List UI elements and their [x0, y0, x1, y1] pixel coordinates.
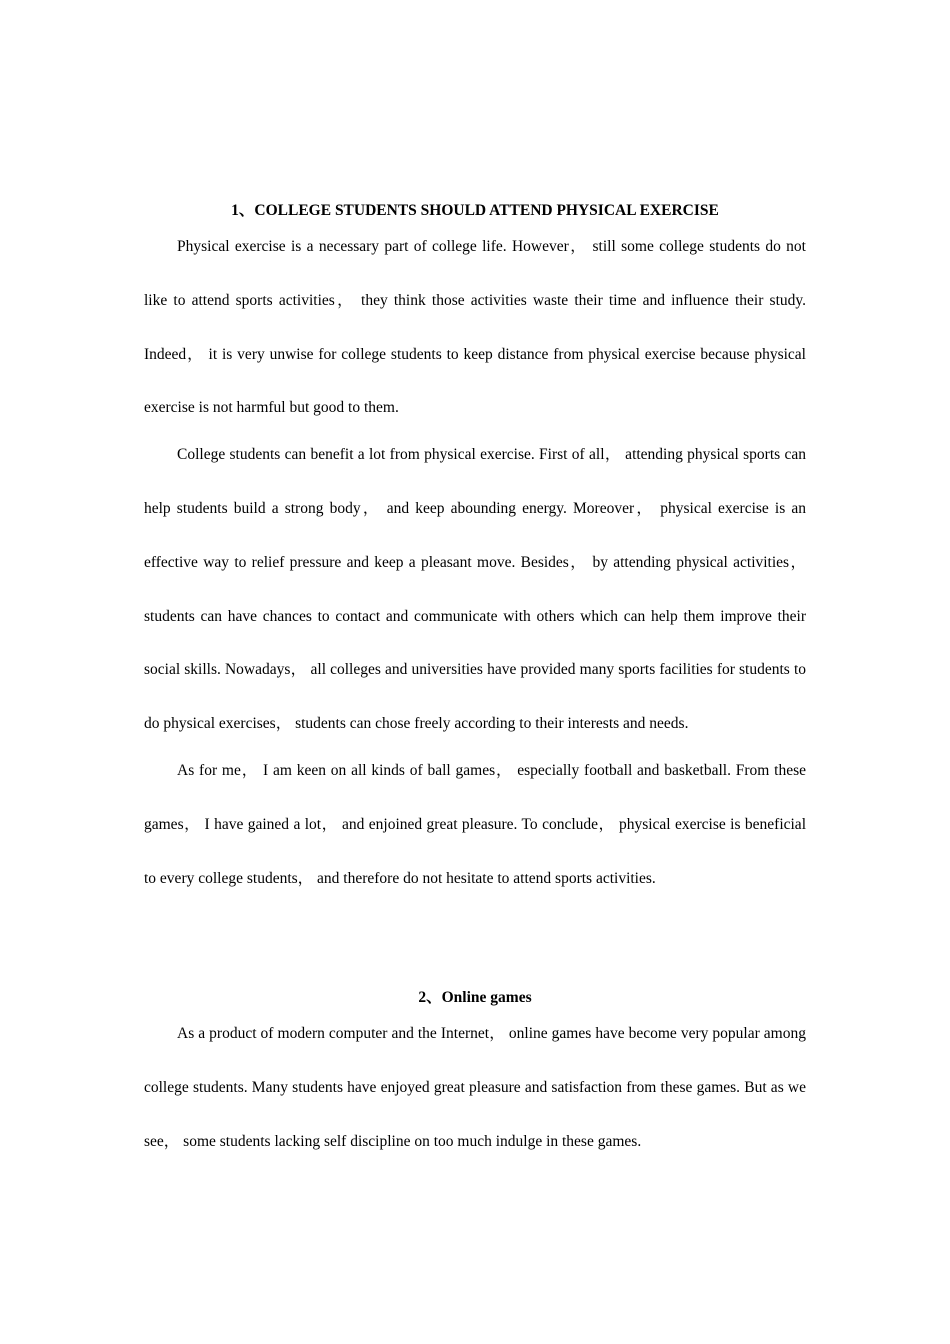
section-2-heading: 2、Online games: [418, 989, 532, 1007]
section-2-paragraph-1: As a product of modern computer and the Internet， online games have become very popular among college students. Many students have enjoyed great pleasure and satisfaction from these games. But as we see， some students lacking self discipline on too much indulge in these games.: [144, 1025, 806, 1150]
section-1-paragraph-2: College students can benefit a lot from physical exercise. First of all， attending physical sports can help students build a strong body， and keep abounding energy. Moreover， physical exercise is an effective way to relief pressure and keep a pleasant move. Besides， by attending physical activities， students can have chances to contact and communicate with others which can help them improve their social skills. Nowadays， all colleges and universities have provided many sports facilities for students to do physical exercises， students can chose freely according to their interests and needs.: [144, 446, 806, 733]
document-body: [144, 200, 806, 1178]
section-1-paragraph-3: As for me， I am keen on all kinds of ball games， especially football and basketball. From these games， I have gained a lot， and enjoined great pleasure. To conclude， physical exercise is beneficial to every college students， and therefore do not hesitate to attend sports activities.: [144, 761, 806, 887]
section-1-paragraph-1: Physical exercise is a necessary part of college life. However， still some college students do not like to attend sports activities， they think those activities waste their time and influence their study. Indeed， it is very unwise for college students to keep distance from physical exercise because physical exercise is not harmful but good to them.: [144, 238, 806, 417]
section-1-heading: 1、COLLEGE STUDENTS SHOULD ATTEND PHYSICAL EXERCISE: [231, 202, 719, 219]
